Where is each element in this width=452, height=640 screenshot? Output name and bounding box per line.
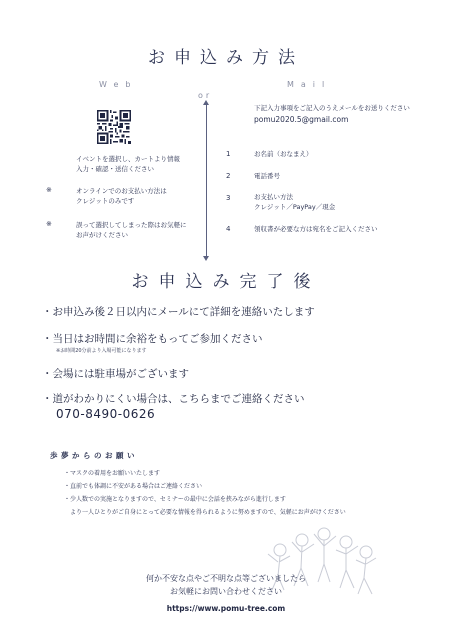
web-note-mistake: 誤って選択してしまった際はお気軽に お声がけください bbox=[76, 221, 187, 239]
footer-line-2: お気軽にお問い合わせください bbox=[170, 587, 282, 596]
mail-intro: 下記入力事項をご記入のうえメールをお送りください bbox=[254, 104, 410, 112]
mail-heading: Mail bbox=[287, 80, 332, 89]
mail-item-phone: 電話番号 bbox=[254, 172, 280, 180]
web-note-mark: ※ bbox=[46, 186, 52, 194]
mail-item-name: お名前（おなまえ） bbox=[254, 150, 313, 158]
web-note-mark: ※ bbox=[46, 220, 52, 228]
qr-code-icon[interactable] bbox=[97, 110, 131, 144]
request-item: ・少人数での実施となりますので、セミナーの最中に会話を挟みながら進行します bbox=[64, 496, 286, 503]
request-item: より一人ひとりがご自身にとって必要な情報を得られるように努めますので、気軽にお声がけください bbox=[64, 509, 346, 516]
mail-item-number: 2 bbox=[226, 172, 231, 180]
after-bullet-contact: ・お申込み後２日以内にメールにて詳細を連絡いたします bbox=[42, 306, 315, 318]
website-link[interactable]: https://www.pomu-tree.com bbox=[166, 604, 286, 613]
request-item: ・マスクの着用をお願いいたします bbox=[64, 470, 161, 477]
mail-address-link[interactable]: pomu2020.5@gmail.com bbox=[254, 115, 349, 124]
web-note-payment: オンラインでのお支払い方法は クレジットのみです bbox=[76, 187, 167, 205]
contact-phone-link[interactable]: 070-8490-0626 bbox=[56, 407, 156, 421]
mail-item-number: 3 bbox=[226, 194, 231, 202]
web-heading: Web bbox=[99, 80, 138, 89]
requests-title: 歩夢からのお願い bbox=[50, 451, 138, 460]
mail-item-payment: お支払い方法 クレジット／PayPay／現金 bbox=[254, 193, 336, 211]
time-note: ※お時間20分前より入場可能になります bbox=[56, 348, 147, 354]
divider-arrow-down-icon bbox=[203, 256, 209, 261]
mail-item-receipt: 領収書が必要な方は宛名をご記入ください bbox=[254, 225, 378, 233]
after-bullet-time: ・当日はお時間に余裕をもってご参加ください bbox=[42, 333, 263, 345]
after-bullet-directions: ・道がわかりにくい場合は、こちらまでご連絡ください bbox=[42, 393, 305, 405]
mail-item-number: 4 bbox=[226, 225, 231, 233]
request-item: ・直前でも体調に不安がある場合はご連絡ください bbox=[64, 483, 203, 490]
after-title: お申込み完了後 bbox=[131, 272, 321, 292]
footer-line-1: 何か不安な点やご不明な点等ございましたら bbox=[146, 574, 306, 583]
web-instructions: イベントを選択し、カートより情報 入力・確認・送信ください bbox=[76, 155, 180, 173]
mail-item-number: 1 bbox=[226, 150, 231, 158]
after-bullet-parking: ・会場には駐車場がございます bbox=[42, 368, 189, 380]
column-divider bbox=[206, 103, 207, 258]
page-title: お申込み方法 bbox=[148, 48, 304, 68]
or-separator: or bbox=[198, 91, 213, 100]
